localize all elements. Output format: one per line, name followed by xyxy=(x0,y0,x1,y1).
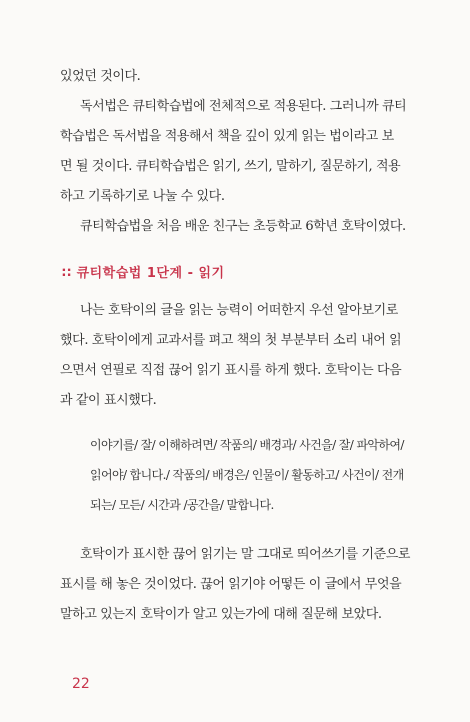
text-line: 하고 기록하기로 나눌 수 있다. xyxy=(60,189,225,204)
paragraph-reading-method xyxy=(60,92,412,212)
paragraph-continuation xyxy=(60,62,412,92)
text-line: 학습법은 독서법을 적용해서 책을 깊이 있게 읽는 법이라고 보 xyxy=(60,129,394,144)
text-line: 표시를 해 놓은 것이었다. 끊어 읽기야 어떻든 이 글에서 무엇을 xyxy=(60,577,402,592)
text-line: 으면서 연필로 직접 끊어 읽기 표시를 하게 했다. 호탁이는 다음 xyxy=(60,363,402,378)
quote-line: 읽어야/ 합니다./ 작품의/ 배경은/ 인물이/ 활동하고/ 사건이/ 전개 xyxy=(90,468,404,482)
text-line: 나는 호탁이의 글을 읽는 능력이 어떠한지 우선 알아보기로 xyxy=(80,303,398,318)
quote-line: 이야기를/ 잘/ 이해하려면/ 작품의/ 배경과/ 사건을/ 잘/ 파악하여/ xyxy=(90,438,404,452)
quoted-example xyxy=(90,430,420,520)
text-line: 독서법은 큐티학습법에 전체적으로 적용된다. 그러니까 큐티 xyxy=(80,99,407,114)
paragraph-analysis xyxy=(60,540,412,630)
text-line: 큐티학습법을 처음 배운 친구는 초등학교 6학년 호탁이였다. xyxy=(80,219,406,234)
quote-line: 되는/ 모든/ 시간과 /공간을/ 말합니다. xyxy=(90,498,274,512)
paragraph-reading-test xyxy=(60,296,412,416)
text-line: 면 될 것이다. 큐티학습법은 읽기, 쓰기, 말하기, 질문하기, 적용 xyxy=(60,159,401,174)
text-line: 했다. 호탁이에게 교과서를 펴고 책의 첫 부분부터 소리 내어 읽 xyxy=(60,333,402,348)
text-line: 호탁이가 표시한 끊어 읽기는 말 그대로 띄어쓰기를 기준으로 xyxy=(80,547,411,562)
paragraph-first-student xyxy=(60,212,412,242)
section-heading: ∷ 큐티학습법 1단계 - 읽기 xyxy=(62,266,225,281)
text-line: 과 같이 표시했다. xyxy=(60,393,157,408)
page-number: 22 xyxy=(72,676,90,692)
text-line: 말하고 있는지 호탁이가 알고 있는가에 대해 질문해 보았다. xyxy=(60,607,382,622)
text-line: 있었던 것이다. xyxy=(60,69,141,84)
